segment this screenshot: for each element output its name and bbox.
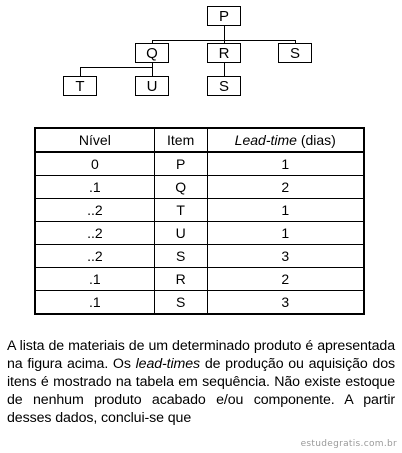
connector-p-down — [224, 26, 225, 40]
tree-node-s-level2: S — [207, 76, 241, 96]
cell-item: U — [154, 222, 207, 245]
cell-nivel: ..2 — [35, 245, 154, 268]
cell-dias: 1 — [207, 152, 364, 176]
header-item: Item — [154, 128, 207, 152]
cell-item: P — [154, 152, 207, 176]
cell-dias: 2 — [207, 176, 364, 199]
cell-dias: 3 — [207, 245, 364, 268]
table-row — [35, 245, 364, 268]
table-row — [35, 268, 364, 291]
connector-r-down — [224, 63, 225, 76]
cell-nivel: .1 — [35, 176, 154, 199]
cell-nivel: ..2 — [35, 222, 154, 245]
table-row — [35, 222, 364, 245]
header-lead-time-unit: (dias) — [296, 132, 336, 148]
cell-dias: 1 — [207, 199, 364, 222]
paragraph-text-part2: de produção ou aquisição dos itens é mostrado na tabela em sequência. Não existe estoque de nenhum produto acabado e/ou componente. A partir desses dados, conclui-se que — [7, 356, 395, 427]
table-row — [35, 291, 364, 315]
table-row — [35, 176, 364, 199]
paragraph-text-part1: A lista de materiais de um determinado produto é apresentada na figura acima. Os — [7, 338, 395, 373]
bill-of-materials-tree — [0, 0, 402, 120]
cell-nivel: .1 — [35, 268, 154, 291]
tree-node-t: T — [63, 76, 97, 96]
cell-item: R — [154, 268, 207, 291]
table-row — [35, 199, 364, 222]
site-watermark: estudegratis.com.br — [300, 439, 397, 449]
tree-node-s-level1: S — [278, 43, 312, 63]
cell-dias: 2 — [207, 268, 364, 291]
header-lead-time — [207, 128, 364, 152]
paragraph-lead-times-italic: lead-times — [135, 356, 201, 373]
connector-t-up — [80, 67, 81, 76]
table-row — [35, 152, 364, 176]
question-paragraph — [7, 337, 395, 427]
header-lead-time-italic: Lead-time — [234, 132, 297, 148]
tree-node-p: P — [207, 6, 241, 26]
cell-item: T — [154, 199, 207, 222]
cell-item: Q — [154, 176, 207, 199]
cell-nivel: 0 — [35, 152, 154, 176]
header-nivel: Nível — [35, 128, 154, 152]
cell-item: S — [154, 245, 207, 268]
cell-dias: 1 — [207, 222, 364, 245]
table-header-row — [35, 128, 364, 152]
lead-time-table — [34, 127, 365, 315]
connector-q-down — [152, 63, 153, 76]
connector-level2-q-horizontal — [80, 67, 153, 68]
cell-item: S — [154, 291, 207, 315]
tree-node-q: Q — [135, 43, 169, 63]
tree-node-u: U — [135, 76, 169, 96]
tree-node-r: R — [207, 43, 241, 63]
cell-nivel: ..2 — [35, 199, 154, 222]
cell-nivel: .1 — [35, 291, 154, 315]
cell-dias: 3 — [207, 291, 364, 315]
